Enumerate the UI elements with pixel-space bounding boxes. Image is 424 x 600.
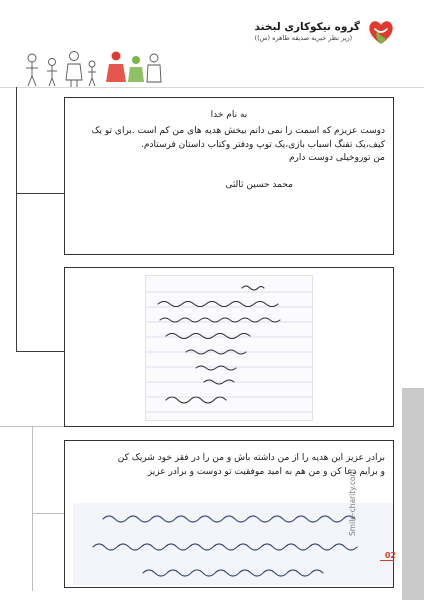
letter-line: کیف،یک تفنگ اسباب بازی،یک توپ ودفتر وکتاب داستان فرستادم. [141, 139, 385, 150]
letter-line: من توروخیلی دوست دارم [288, 153, 385, 163]
connector-2 [16, 351, 64, 352]
letter-box-mixed [64, 440, 394, 588]
heart-logo-icon [366, 17, 396, 47]
logo-text [255, 21, 360, 43]
site-url: Smile-charity.com [348, 469, 358, 536]
letter-body [65, 125, 393, 166]
children-drawing-icon [22, 48, 162, 92]
side-band [402, 388, 424, 600]
gray-vertical [32, 426, 33, 591]
letter-line: برادر عزیز این هدیه را از من داشته باش و من را در فقر خود شریک کن [117, 453, 385, 463]
header-logo [255, 14, 396, 50]
letter-line: و برایم دعا کن و من هم به امید موفقیت تو دوست و برادر عزیز [147, 467, 385, 477]
org-name: گروه نیکوکاری لبخند [254, 21, 360, 33]
org-subtitle: (زیر نظر خیریه صدیقه طاهره (س)) [254, 34, 353, 42]
handwritten-note-image [145, 275, 313, 421]
letter-body [65, 451, 393, 479]
page-number: 02 [384, 551, 396, 560]
letter-box-handwritten [64, 267, 394, 427]
letter-signature: محمد حسین ثالثی [225, 180, 293, 190]
connector-vertical [16, 87, 17, 352]
letter-title: به نام خدا [210, 110, 248, 120]
connector-1 [16, 193, 64, 194]
letter-line: دوست عزیزم که اسمت را نمی دانم بیخش هدیه های من کم است .برای تو یک [91, 126, 385, 136]
handwritten-strip-image [73, 503, 393, 585]
gray-connector [32, 513, 64, 514]
handwriting-scribble-icon [73, 503, 393, 585]
letter-box-typed [64, 97, 394, 255]
page-number-rule [380, 560, 394, 561]
handwriting-scribble-icon [146, 276, 313, 421]
header-divider [0, 87, 424, 88]
connector-end [16, 351, 17, 352]
